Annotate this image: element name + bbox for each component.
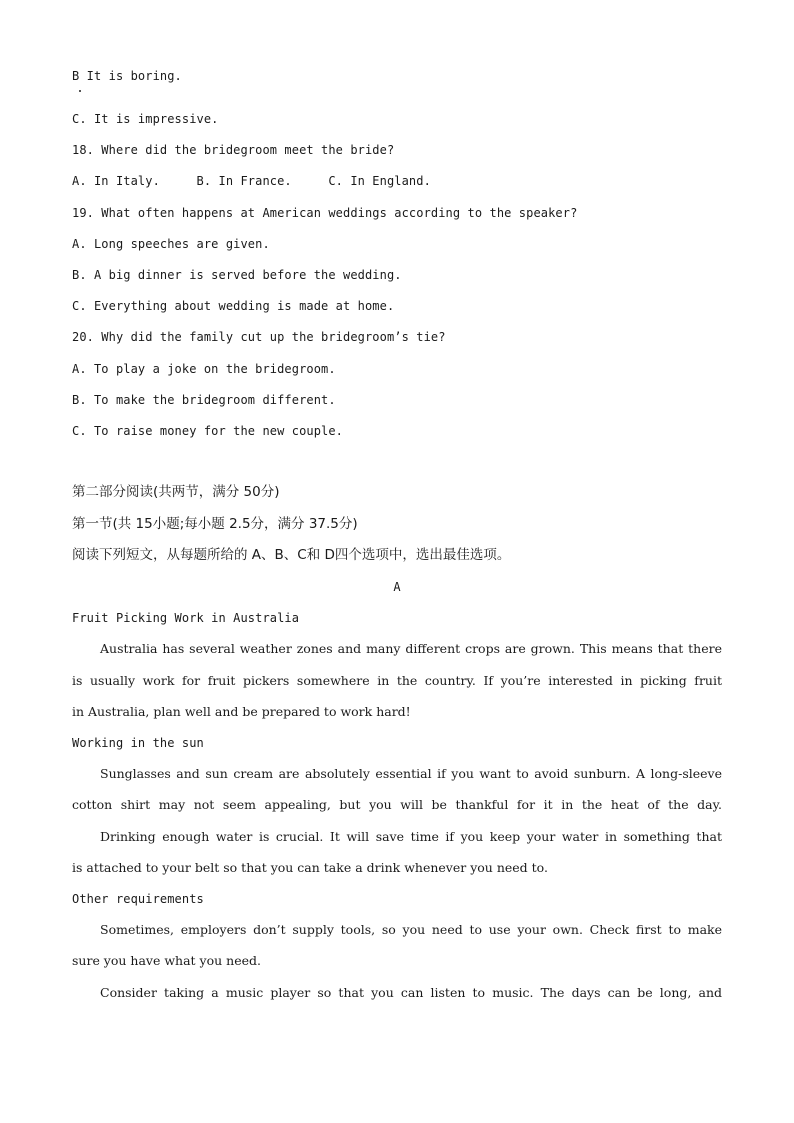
paragraph-1-line-3: in Australia, plan well and be prepared to work hard! xyxy=(72,704,411,719)
q20-question: 20. Why did the family cut up the bridegroom’s tie? xyxy=(72,330,446,344)
passage-label: A xyxy=(393,580,401,594)
stray-mark xyxy=(79,90,81,92)
q19-option-b: B. A big dinner is served before the wedding. xyxy=(72,268,402,282)
paragraph-4-line-1: Sometimes, employers don’t supply tools, so you need to use your own. Check first to make xyxy=(100,922,722,937)
heading-other-requirements: Other requirements xyxy=(72,892,204,906)
paragraph-2-line-2: cotton shirt may not seem appealing, but you will be thankful for it in the heat of the day. xyxy=(72,797,722,812)
paragraph-3-line-1: Drinking enough water is crucial. It will save time if you keep your water in something that xyxy=(100,829,722,844)
q20-option-b: B. To make the bridegroom different. xyxy=(72,393,336,407)
paragraph-2-line-1: Sunglasses and sun cream are absolutely essential if you want to avoid sunburn. A long-sleeve xyxy=(100,766,722,781)
q20-option-a: A. To play a joke on the bridegroom. xyxy=(72,362,336,376)
part2-title: 第二部分阅读(共两节，满分 50分) xyxy=(72,484,280,500)
paragraph-1-line-1: Australia has several weather zones and many different crops are grown. This means that there xyxy=(100,641,722,656)
passage-title: Fruit Picking Work in Australia xyxy=(72,611,300,625)
q17-option-c: C. It is impressive. xyxy=(72,112,219,126)
q17-option-b: B It is boring. xyxy=(72,69,182,83)
reading-instruction: 阅读下列短文，从每题所给的 A、B、C和 D四个选项中，选出最佳选项。 xyxy=(72,547,511,563)
heading-working-in-sun: Working in the sun xyxy=(72,736,204,750)
q19-option-a: A. Long speeches are given. xyxy=(72,237,270,251)
q19-question: 19. What often happens at American weddings according to the speaker? xyxy=(72,206,578,220)
q19-option-c: C. Everything about wedding is made at home. xyxy=(72,299,395,313)
paragraph-5-line-1: Consider taking a music player so that you can listen to music. The days can be long, and xyxy=(100,985,722,1000)
paragraph-3-line-2: is attached to your belt so that you can take a drink whenever you need to. xyxy=(72,860,548,875)
paragraph-1-line-2: is usually work for fruit pickers somewhere in the country. If you’re interested in picking fruit xyxy=(72,673,722,688)
section1-title: 第一节(共 15小题;每小题 2.5分，满分 37.5分) xyxy=(72,516,358,532)
q18-question: 18. Where did the bridegroom meet the bride? xyxy=(72,143,395,157)
q20-option-c: C. To raise money for the new couple. xyxy=(72,424,344,438)
paragraph-4-line-2: sure you have what you need. xyxy=(72,953,261,968)
q18-options: A. In Italy. B. In France. C. In England. xyxy=(72,174,431,188)
